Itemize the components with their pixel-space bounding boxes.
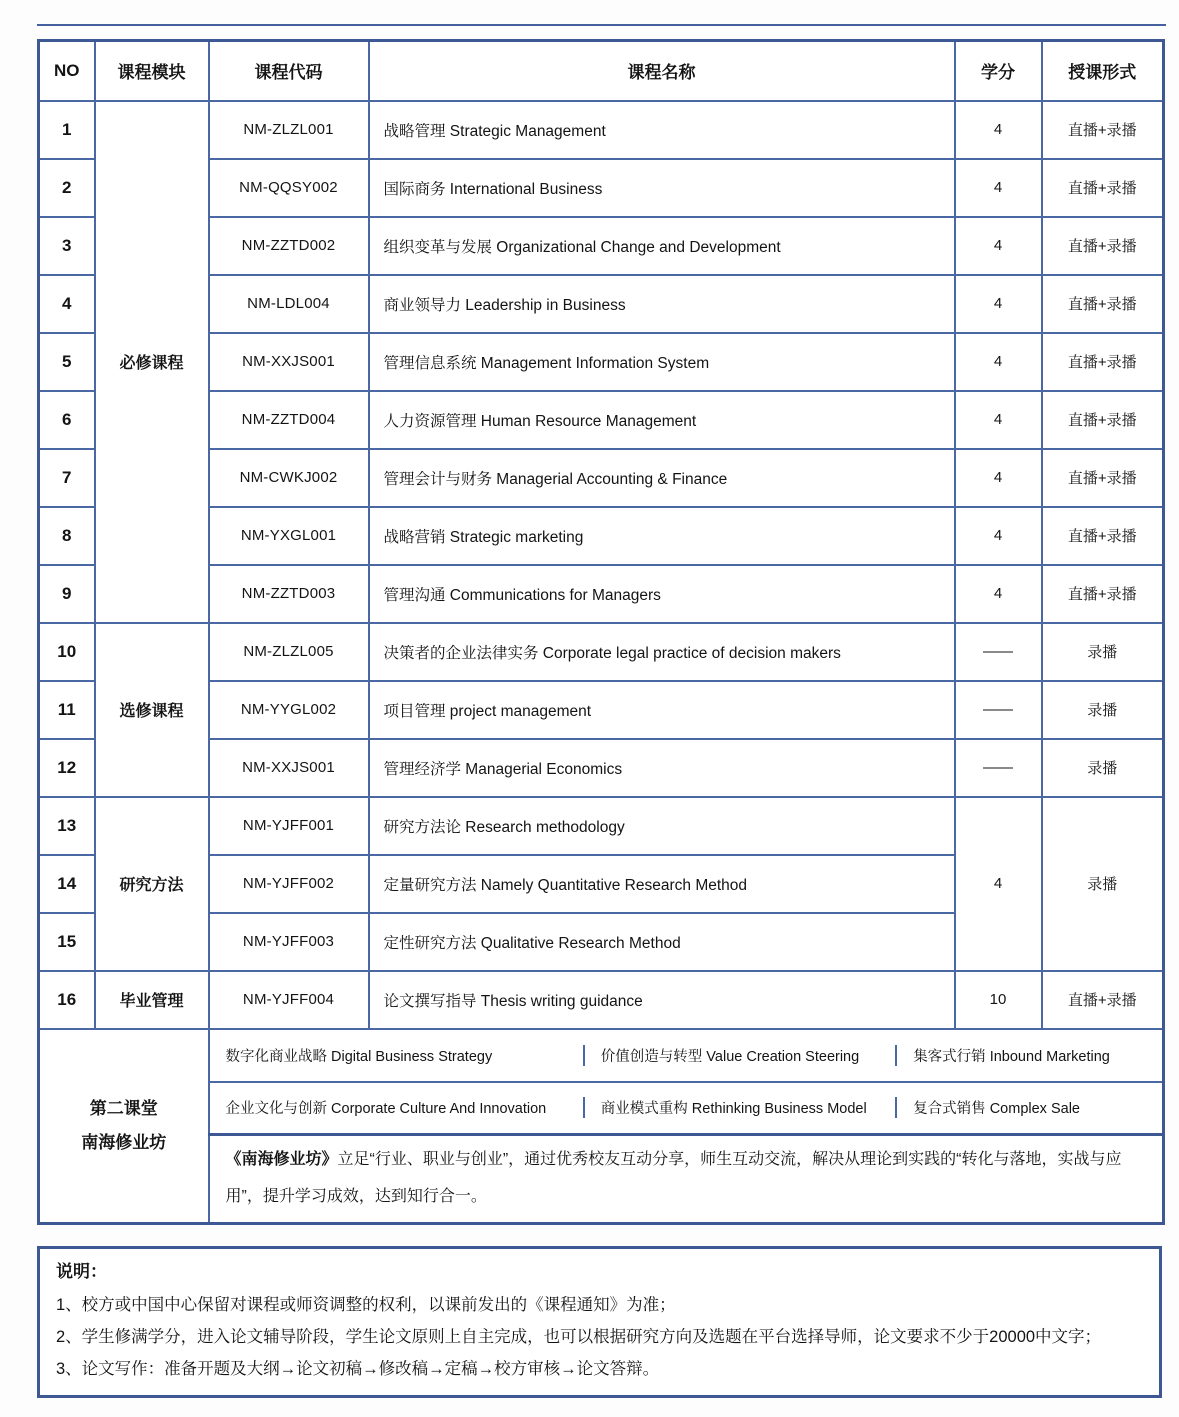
format-cell: 直播+录播 (1042, 333, 1164, 391)
top-rule-divider (37, 24, 1166, 26)
workshop-cell: 企业文化与创新 Corporate Culture And Innovation (210, 1097, 585, 1118)
credits-cell: 4 (955, 507, 1042, 565)
row-no: 9 (39, 565, 95, 623)
course-name-cell: 论文撰写指导 Thesis writing guidance (369, 971, 955, 1029)
table-row (39, 971, 1164, 1029)
code-cell: NM-ZZTD004 (209, 391, 369, 449)
col-header-module: 课程模块 (95, 41, 209, 101)
header-row (39, 41, 1164, 101)
module-cell-research: 研究方法 (95, 797, 209, 971)
course-name-cell: 项目管理 project management (369, 681, 955, 739)
code-cell: NM-QQSY002 (209, 159, 369, 217)
workshop-row-2 (209, 1082, 1164, 1135)
credits-cell: 4 (955, 217, 1042, 275)
row-no: 11 (39, 681, 95, 739)
code-cell: NM-YJFF003 (209, 913, 369, 971)
col-header-code: 课程代码 (209, 41, 369, 101)
course-name-cell: 组织变革与发展 Organizational Change and Development (369, 217, 955, 275)
row-no: 10 (39, 623, 95, 681)
course-name-cell: 国际商务 International Business (369, 159, 955, 217)
format-cell: 直播+录播 (1042, 507, 1164, 565)
code-cell: NM-YYGL002 (209, 681, 369, 739)
course-name-cell: 管理信息系统 Management Information System (369, 333, 955, 391)
row-no: 2 (39, 159, 95, 217)
credits-cell: 4 (955, 101, 1042, 159)
description-body: 立足“行业、职业与创业”，通过优秀校友互动分享，师生互动交流，解决从理论到实践的“转化与落地，实战与应用”，提升学习成效，达到知行合一。 (225, 1151, 1122, 1205)
table-row (39, 623, 1164, 681)
row-no: 4 (39, 275, 95, 333)
code-cell: NM-YJFF004 (209, 971, 369, 1029)
note-item: 3、论文写作：准备开题及大纲→论文初稿→修改稿→定稿→校方审核→论文答辩。 (56, 1360, 660, 1378)
row-no: 15 (39, 913, 95, 971)
second-classroom-row (39, 1029, 1164, 1082)
workshop-cell: 集客式行销 Inbound Marketing (913, 1048, 1110, 1065)
table-row (39, 101, 1164, 159)
credits-cell: —— (955, 681, 1042, 739)
note-item: 1、校方或中国中心保留对课程或师资调整的权利，以课前发出的《课程通知》为准； (56, 1296, 676, 1314)
col-header-credits: 学分 (955, 41, 1042, 101)
code-cell: NM-XXJS001 (209, 333, 369, 391)
course-name-cell: 研究方法论 Research methodology (369, 797, 955, 855)
code-cell: NM-YJFF001 (209, 797, 369, 855)
second-classroom-title (39, 1029, 209, 1224)
second-classroom-title-line1: 第二课堂 (89, 1098, 158, 1118)
format-cell: 直播+录播 (1042, 159, 1164, 217)
code-cell: NM-ZZTD003 (209, 565, 369, 623)
course-name-cell: 定性研究方法 Qualitative Research Method (369, 913, 955, 971)
credits-cell: 4 (955, 391, 1042, 449)
format-cell: 录播 (1042, 739, 1164, 797)
col-header-format: 授课形式 (1042, 41, 1164, 101)
workshop-cell: 复合式销售 Complex Sale (913, 1101, 1080, 1118)
code-cell: NM-YXGL001 (209, 507, 369, 565)
credits-cell: 10 (955, 971, 1042, 1029)
note-item: 2、学生修满学分，进入论文辅导阶段，学生论文原则上自主完成，也可以根据研究方向及选题在平台选择导师，论文要求不少于20000中文字； (56, 1328, 1102, 1346)
credits-cell: 4 (955, 275, 1042, 333)
course-name-cell: 管理会计与财务 Managerial Accounting & Finance (369, 449, 955, 507)
row-no: 1 (39, 101, 95, 159)
format-cell: 录播 (1042, 681, 1164, 739)
credits-cell: —— (955, 739, 1042, 797)
workshop-cell: 数字化商业战略 Digital Business Strategy (210, 1045, 585, 1066)
code-cell: NM-YJFF002 (209, 855, 369, 913)
credits-cell-merged: 4 (955, 797, 1042, 971)
module-cell-graduation: 毕业管理 (95, 971, 209, 1029)
row-no: 6 (39, 391, 95, 449)
row-no: 13 (39, 797, 95, 855)
row-no: 5 (39, 333, 95, 391)
course-name-cell: 人力资源管理 Human Resource Management (369, 391, 955, 449)
format-cell: 直播+录播 (1042, 971, 1164, 1029)
row-no: 7 (39, 449, 95, 507)
credits-cell: —— (955, 623, 1042, 681)
code-cell: NM-CWKJ002 (209, 449, 369, 507)
code-cell: NM-LDL004 (209, 275, 369, 333)
code-cell: NM-ZLZL005 (209, 623, 369, 681)
course-name-cell: 管理经济学 Managerial Economics (369, 739, 955, 797)
course-name-cell: 定量研究方法 Namely Quantitative Research Method (369, 855, 955, 913)
second-classroom-description (209, 1135, 1164, 1224)
module-cell-elective: 选修课程 (95, 623, 209, 797)
credits-cell: 4 (955, 449, 1042, 507)
notes-box (37, 1246, 1162, 1398)
course-name-cell: 战略管理 Strategic Management (369, 101, 955, 159)
workshop-cell: 商业模式重构 Rethinking Business Model (585, 1097, 897, 1118)
course-name-cell: 决策者的企业法律实务 Corporate legal practice of decision makers (369, 623, 955, 681)
table-header (39, 41, 1164, 101)
format-cell: 直播+录播 (1042, 391, 1164, 449)
format-cell: 直播+录播 (1042, 101, 1164, 159)
description-lead: 《南海修业坊》 (225, 1151, 338, 1168)
credits-cell: 4 (955, 159, 1042, 217)
row-no: 12 (39, 739, 95, 797)
code-cell: NM-ZLZL001 (209, 101, 369, 159)
workshop-cell: 价值创造与转型 Value Creation Steering (585, 1045, 897, 1066)
row-no: 8 (39, 507, 95, 565)
format-cell: 录播 (1042, 623, 1164, 681)
course-name-cell: 管理沟通 Communications for Managers (369, 565, 955, 623)
col-header-name: 课程名称 (369, 41, 955, 101)
curriculum-table (37, 39, 1165, 1225)
format-cell: 直播+录播 (1042, 449, 1164, 507)
format-cell: 直播+录播 (1042, 217, 1164, 275)
row-no: 14 (39, 855, 95, 913)
row-no: 3 (39, 217, 95, 275)
notes-title: 说明： (56, 1262, 107, 1281)
row-no: 16 (39, 971, 95, 1029)
code-cell: NM-ZZTD002 (209, 217, 369, 275)
second-classroom-title-line2: 南海修业坊 (81, 1132, 167, 1152)
col-header-no: NO (39, 41, 95, 101)
format-cell-merged: 录播 (1042, 797, 1164, 971)
table-row (39, 797, 1164, 855)
module-cell-required: 必修课程 (95, 101, 209, 623)
credits-cell: 4 (955, 333, 1042, 391)
workshop-row-1 (209, 1029, 1164, 1082)
format-cell: 直播+录播 (1042, 275, 1164, 333)
format-cell: 直播+录播 (1042, 565, 1164, 623)
course-name-cell: 商业领导力 Leadership in Business (369, 275, 955, 333)
course-name-cell: 战略营销 Strategic marketing (369, 507, 955, 565)
credits-cell: 4 (955, 565, 1042, 623)
code-cell: NM-XXJS001 (209, 739, 369, 797)
